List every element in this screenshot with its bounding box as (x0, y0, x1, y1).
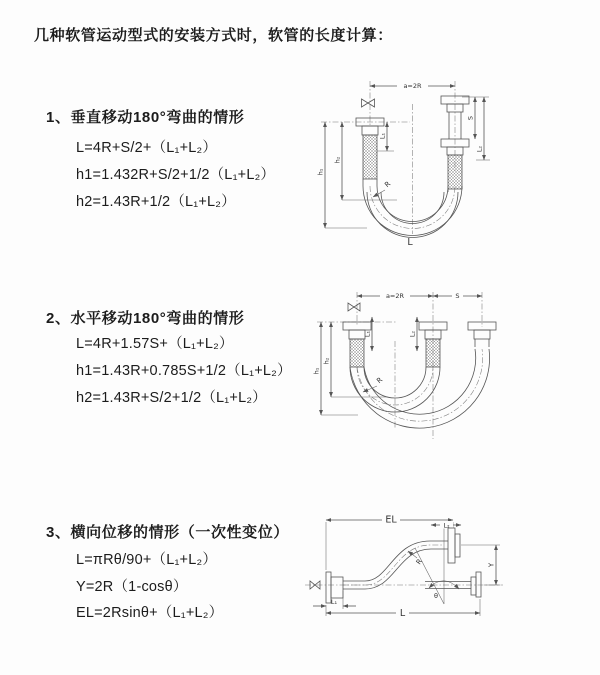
label-l1: L₁ (363, 330, 372, 338)
diagram-horizontal-180-bend (313, 289, 493, 444)
label-l2: L₂ (475, 145, 484, 153)
label-l2: L₂ (443, 521, 450, 530)
section-3-formula-Y: Y=2R（1-cosθ） (76, 579, 188, 595)
braided-hose-left (363, 135, 377, 179)
valve-icon (348, 303, 360, 311)
label-a2r: a=2R (403, 82, 422, 91)
radius-callout (373, 180, 392, 197)
label-theta: θ (434, 592, 438, 600)
dimension-span-a2r (357, 291, 433, 300)
centerlines (305, 545, 503, 585)
section-1-formula-L: L=4R+S/2+（L₁+L₂） (76, 140, 218, 156)
label-l1: L₁ (330, 598, 338, 606)
braided-hose-right (448, 155, 462, 189)
dimension-l1 (313, 591, 356, 609)
label-h2: h₂ (322, 357, 331, 365)
section-3-formula-L: L=πRθ/90+（L₁+L₂） (76, 552, 218, 568)
section-1-formula-h2: h2=1.43R+1/2（L₁+L₂） (76, 194, 236, 210)
label-a2r: a=2R (385, 292, 405, 301)
label-s: S (466, 115, 475, 121)
section-2-formula-L: L=4R+1.57S+（L₁+L₂） (76, 336, 234, 352)
dimension-l2 (476, 97, 491, 160)
dimension-l2 (431, 521, 461, 529)
label-length: L (407, 237, 413, 248)
label-h1: h₁ (312, 367, 321, 375)
label-r: R (383, 179, 393, 190)
diagram-vertical-180-bend (315, 76, 495, 248)
dimension-h1 (313, 322, 359, 415)
section-3-formula-EL: EL=2Rsinθ+（L₁+L₂） (76, 605, 224, 621)
label-l2: L₂ (408, 330, 417, 338)
section-2-heading: 2、水平移动180°弯曲的情形 (46, 310, 245, 327)
dimension-s (462, 97, 489, 139)
braided-hose-left (350, 339, 364, 367)
label-s: S (455, 292, 460, 301)
dimension-l2 (409, 317, 418, 351)
flange-right-moved (468, 322, 496, 347)
valve-icon (362, 99, 375, 107)
dimension-length (326, 599, 480, 619)
label-h1: h₁ (316, 168, 325, 176)
radius-callout (408, 551, 424, 566)
label-r: R (414, 557, 425, 567)
label-y: Y (487, 562, 496, 568)
label-length: L (399, 608, 406, 619)
dimension-s (433, 291, 482, 300)
dimension-el (326, 513, 453, 570)
label-r: R (375, 375, 385, 386)
section-1-heading: 1、垂直移动180°弯曲的情形 (46, 109, 245, 126)
diagram-lateral-displacement (303, 508, 508, 620)
section-1-formula-h1: h1=1.432R+S/2+1/2（L₁+L₂） (76, 167, 276, 183)
section-3-heading: 3、横向位移的情形（一次性变位） (46, 524, 289, 541)
dimension-y (461, 545, 500, 585)
braided-hose-middle (426, 339, 440, 367)
section-2-formula-h2: h2=1.43R+S/2+1/2（L₁+L₂） (76, 390, 267, 406)
label-el: EL (385, 514, 397, 526)
label-l1: L₁ (378, 132, 387, 140)
section-2-formula-h1: h1=1.43R+0.785S+1/2（L₁+L₂） (76, 363, 292, 379)
page-title: 几种软管运动型式的安装方式时，软管的长度计算： (34, 27, 393, 44)
flange-upper-right (443, 528, 460, 563)
label-h2: h₂ (333, 156, 342, 164)
dimension-span-a2r (370, 81, 455, 90)
